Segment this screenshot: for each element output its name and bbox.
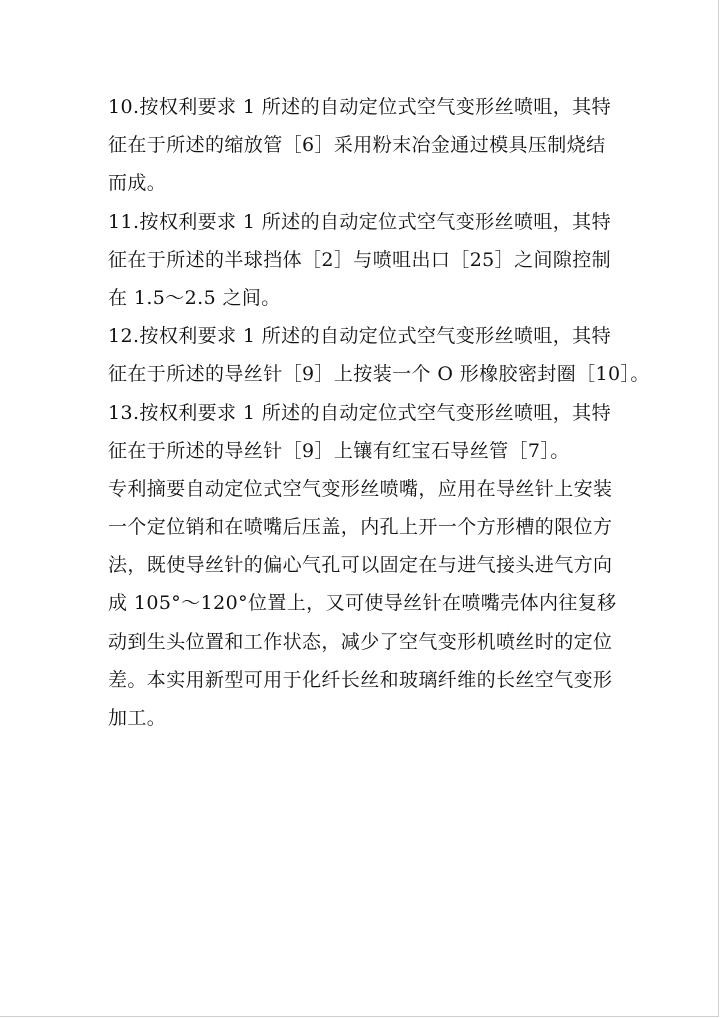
- abstract-line-6: 差。本实用新型可用于化纤长丝和玻璃纤维的长丝空气变形: [108, 668, 613, 691]
- claim-12-line-2: 征在于所述的导丝针［9］上按装一个 O 形橡胶密封圈［10］。: [108, 363, 650, 386]
- abstract-line-3: 法，既使导丝针的偏心气孔可以固定在与进气接头进气方向: [108, 554, 613, 577]
- abstract-line-1: 专利摘要自动定位式空气变形丝喷嘴，应用在导丝针上安装: [108, 477, 613, 500]
- claim-12-line-1: 12.按权利要求 1 所述的自动定位式空气变形丝喷咀，其特: [108, 325, 611, 348]
- claim-11-line-2: 征在于所述的半球挡体［2］与喷咀出口［25］之间隙控制: [108, 248, 612, 271]
- claim-13-line-1: 13.按权利要求 1 所述的自动定位式空气变形丝喷咀，其特: [108, 401, 611, 424]
- abstract-line-4: 成 105°～120°位置上，又可使导丝针在喷嘴壳体内往复移: [108, 592, 617, 615]
- abstract-line-7: 加工。: [108, 707, 167, 729]
- claim-10-line-1: 10.按权利要求 1 所述的自动定位式空气变形丝喷咀，其特: [108, 96, 611, 118]
- claim-13-line-2: 征在于所述的导丝针［9］上镶有红宝石导丝管［7］。: [108, 439, 570, 462]
- claim-11-line-3: 在 1.5～2.5 之间。: [108, 286, 281, 309]
- abstract-line-5: 动到生头位置和工作状态，减少了空气变形机喷丝时的定位: [108, 630, 613, 653]
- claim-10-line-3: 而成。: [108, 172, 167, 195]
- claim-10-line-2: 征在于所述的缩放管［6］采用粉末冶金通过模具压制烧结: [108, 134, 606, 157]
- document-body: [108, 88, 708, 737]
- abstract-line-2: 一个定位销和在喷嘴后压盖，内孔上开一个方形槽的限位方: [108, 516, 613, 539]
- claim-11-line-1: 11.按权利要求 1 所述的自动定位式空气变形丝喷咀，其特: [108, 210, 611, 233]
